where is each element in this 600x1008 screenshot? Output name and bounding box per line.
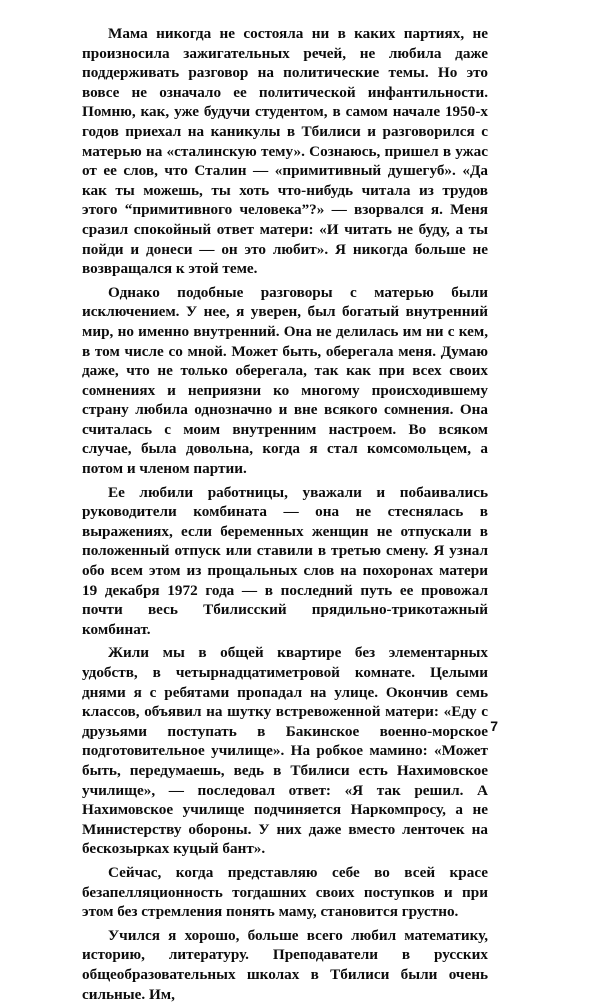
page-number: 7 [490, 718, 498, 734]
paragraph-3: Ее любили работницы, уважали и побаивались руководители комбината — она не стеснялась в выражениях, если беременных женщин не отпускали в положенный отпуск или ставили в третью смену. Я узнал обо всем этом из прощальных слов на похоронах матери 19 декабря 1972 года — в последний путь ее провожал почти весь Тбилисский прядильно-трикотажный комбинат. [82, 483, 488, 638]
body-text [82, 24, 488, 1008]
paragraph-4: Жили мы в общей квартире без элементарных удобств, в четырнадцатиметровой комнате. Целыми днями я с ребятами пропадал на улице. Окончив семь классов, объявил на шутку встревоженной матери: «Еду с друзьями поступать в Бакинское военно-морское подготовительное училище». На робкое мамино: «Может быть, передумаешь, ведь в Тбилиси есть Нахимовское училище», — последовал ответ: «Я так решил. А Нахимовское училище подчиняется Наркомпросу, а не Министерству обороны. У них даже вместо ленточек на бескозырках куцый бант». [82, 644, 488, 858]
paragraph-6: Учился я хорошо, больше всего любил математику, историю, литературу. Преподаватели в русских общеобразовательных школах в Тбилиси были очень сильные. Им, [82, 926, 488, 1003]
paragraph-5: Сейчас, когда представляю себе во всей красе безапелляционность тогдашних своих поступков и при этом без стремления понять маму, становится грустно. [82, 863, 488, 921]
paragraph-2: Однако подобные разговоры с матерью были исключением. У нее, я уверен, был богатый внутренний мир, но именно внутренний. Она не делилась им ни с кем, в том числе со мной. Может быть, оберегала меня. Думаю даже, что не только оберегала, так как при всех своих сомнениях и неприязни ко многому происходившему страну любила однозначно и вне всякого сомнения. Она считалась с моим внутренним настроем. Во всяком случае, была довольна, когда я стал комсомольцем, а потом и членом партии. [82, 283, 488, 478]
paragraph-1: Мама никогда не состояла ни в каких партиях, не произносила зажигательных речей, не любила даже поддерживать разговор на политические темы. Но это вовсе не означало ее политической инфантильности. Помню, как, уже будучи студентом, в самом начале 1950-х годов приехал на каникулы в Тбилиси и разговорился с матерью на «сталинскую тему». Сознаюсь, пришел в ужас от ее слов, что Сталин — «примитивный душегуб». «Да как ты можешь, ты хоть что-нибудь читала из трудов этого “примитивного человека”?» — взорвался я. Меня сразил спокойный ответ матери: «И читать не буду, а ты пойди и донеси — он это любит». Я никогда больше не возвращался к этой теме. [82, 25, 488, 278]
